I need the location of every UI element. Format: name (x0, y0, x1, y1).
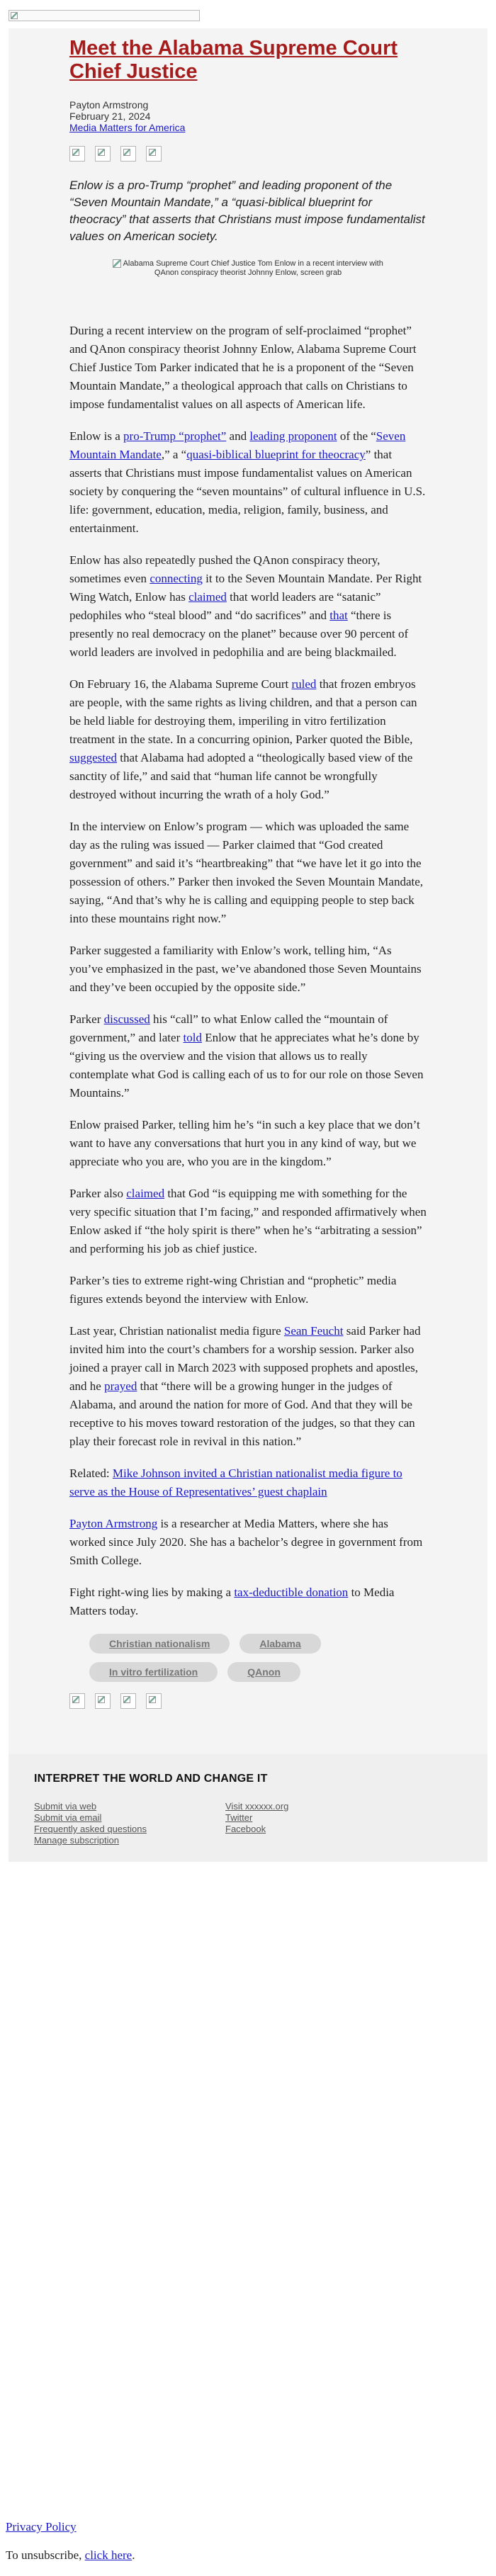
author-bio (69, 1515, 427, 1570)
link-also-claimed[interactable]: claimed (126, 1187, 165, 1200)
publish-date: February 21, 2024 (69, 111, 151, 122)
text-run: said Parker had invited him into the court’s chambers for a worship session. Parker also joined a prayer call in March 2023 with supposed prophets and apostles, and he (69, 1324, 421, 1393)
publication-link[interactable]: Media Matters for America (69, 122, 186, 133)
footer-heading: INTERPRET THE WORLD AND CHANGE IT (34, 1773, 268, 1785)
text-run: that God “is equipping me with something for the very specific situation that I’m facing,” and responded affirmatively when Enlow asked if “the holy spirit is there” when he’s “arbitrating a session” and performing his job as chief justice. (69, 1187, 427, 1255)
link-related-article[interactable]: Mike Johnson invited a Christian nationalist media figure to serve as the House of Representatives’ guest chaplain (69, 1467, 402, 1498)
article-dek: Enlow is a pro-Trump “prophet” and leading proponent of the “Seven Mountain Mandate,” a “quasi-biblical blueprint for theocracy” that asserts that Christians must impose fundamentalist values on American society. (69, 179, 425, 243)
link-discussed[interactable]: discussed (103, 1012, 150, 1026)
email-icon[interactable] (120, 1693, 136, 1709)
privacy-policy-link[interactable]: Privacy Policy (6, 2520, 77, 2533)
facebook-icon[interactable] (69, 1693, 85, 1709)
related-paragraph (69, 1464, 427, 1501)
figure-caption: Alabama Supreme Court Chief Justice Tom Enlow in a recent interview with QAnon conspiracy theorist Johnny Enlow, screen grab (123, 259, 383, 277)
text-run: “there is presently no real democracy on the planet” because over 90 percent of world leaders are involved in pedophilia and are being blackmailed. (69, 609, 409, 659)
paragraph-1: During a recent interview on the program of self-proclaimed “prophet” and QAnon conspiracy theorist Johnny Enlow, Alabama Supreme Court Chief Justice Tom Parker indicated that he is a proponent of the “Seven Mountain Mandate,” a theological approach that calls on Christians to impose fundamentalist values on all aspects of American life. (69, 324, 417, 411)
link-suggested[interactable]: suggested (69, 751, 118, 764)
link-ruled[interactable]: ruled (291, 677, 317, 691)
paragraph-9 (69, 1185, 427, 1258)
article (9, 28, 487, 1716)
text-run: Fight right-wing lies by making a (69, 1586, 235, 1599)
link-told[interactable]: told (183, 1031, 202, 1044)
unsubscribe-paragraph (6, 2548, 135, 2563)
text-run: his “call” to what Enlow called the “mountain of government,” and later (69, 1012, 388, 1044)
footer-link-facebook[interactable]: Facebook (225, 1824, 266, 1834)
paragraph-2 (69, 427, 427, 538)
footer-link-visit-site[interactable]: Visit xxxxxx.org (225, 1801, 289, 1812)
link-author-bio[interactable]: Payton Armstrong (69, 1517, 158, 1530)
figure-image-icon (113, 259, 121, 268)
link-connecting[interactable]: connecting (150, 572, 203, 585)
tag-alabama[interactable]: Alabama (239, 1634, 320, 1654)
footer-col-left (34, 1801, 225, 1846)
text-run: is a researcher at Media Matters, where she has worked since July 2020. She has a bachelor’s degree in government from Smith College. (69, 1517, 423, 1567)
link-icon[interactable] (146, 146, 162, 162)
footer-link-submit-email[interactable]: Submit via email (34, 1812, 102, 1823)
article-body (69, 322, 427, 1620)
tag-list (69, 1634, 344, 1682)
text-run: that frozen embryos are people, with the same rights as living children, and that a person can be held liable for destroying them, imperiling in vitro fertilization treatment in the state. In a concurring opinion, Parker quoted the Bible, (69, 677, 417, 746)
email-icon[interactable] (120, 146, 136, 162)
paragraph-8: Enlow praised Parker, telling him he’s “in such a key place that we don’t want to have any conversations that hurt you in any kind of way, but we appreciate who you are, who you are in the kingdom.” (69, 1118, 420, 1168)
footer-link-manage-subscription[interactable]: Manage subscription (34, 1835, 119, 1846)
link-that[interactable]: that (329, 609, 348, 622)
email-container (9, 28, 487, 1862)
paragraph-7 (69, 1010, 427, 1102)
link-pro-trump-prophet[interactable]: pro-Trump “prophet” (123, 429, 227, 443)
paragraph-4 (69, 675, 427, 804)
text-run: Enlow that he appreciates what he’s done by “giving us the overview and the vision that allows us to really contemplate what God is calling each of us to for our role on those Seven Mountains.” (69, 1031, 424, 1100)
link-prayed[interactable]: prayed (104, 1379, 137, 1393)
footer-link-twitter[interactable]: Twitter (225, 1812, 253, 1823)
link-quasi-biblical-blueprint[interactable]: quasi-biblical blueprint for theocracy (186, 448, 366, 461)
donate-paragraph (69, 1583, 427, 1620)
link-seven-mountain-mandate[interactable]: Seven Mountain Mandate (69, 429, 406, 461)
text-run: that Alabama had adopted a “theologically based view of the sanctity of life,” and said that “human life cannot be wrongfully destroyed without incurring the wrath of a holy God.” (69, 751, 413, 801)
privacy-paragraph (6, 2519, 135, 2535)
link-donation[interactable]: tax-deductible donation (234, 1586, 349, 1599)
text-run: ,” a “ (161, 448, 187, 461)
text-run: of the “ (337, 429, 376, 443)
text-run: that world leaders are “satanic” pedophiles who “steal blood” and “do sacrifices” and (69, 590, 381, 622)
text-run: Parker (69, 1012, 104, 1026)
footer-col-right (225, 1801, 417, 1846)
twitter-icon[interactable] (95, 146, 111, 162)
footer-link-submit-web[interactable]: Submit via web (34, 1801, 97, 1812)
unsubscribe-link[interactable]: click here (84, 2548, 133, 2562)
logo-image-icon (9, 10, 200, 21)
paragraph-11 (69, 1322, 427, 1451)
tag-in-vitro-fertilization[interactable]: In vitro fertilization (89, 1662, 218, 1682)
paragraph-5: In the interview on Enlow’s program — which was uploaded the same day as the ruling was issued — Parker claimed that “God created government” and said it’s “heartbreaking” that “we have let it go into the possession of others.” Parker then invoked the Seven Mountain Mandate, saying, “And that’s why he is calling and equipping people to step back into these mountains right now.” (69, 820, 424, 925)
link-leading-proponent[interactable]: leading proponent (249, 429, 337, 443)
share-row-bottom (69, 1693, 427, 1709)
tag-qanon[interactable]: QAnon (227, 1662, 300, 1682)
text-run: Enlow is a (69, 429, 124, 443)
text-run: that “there will be a growing hunger in the judges of Alabama, and around the nation for more of God. And that they will be receptive to his moves toward restoration of the judges, so that they can play their forecast role in revival in this nation.” (69, 1379, 415, 1448)
article-title[interactable]: Meet the Alabama Supreme Court Chief Justice (69, 37, 398, 83)
byline (69, 99, 427, 133)
link-sean-feucht[interactable]: Sean Feucht (283, 1324, 344, 1338)
text-run: Enlow has also repeatedly pushed the QAnon conspiracy theory, sometimes even (69, 553, 381, 585)
text-run: to Media Matters today. (69, 1586, 395, 1617)
article-figure (69, 259, 427, 278)
header-logo[interactable] (9, 10, 200, 25)
unsubscribe-text: To unsubscribe, (6, 2548, 85, 2562)
text-run: ” that asserts that Christians must impose fundamentalist values on American society by conquering the “seven mountains” of cultural influence in U.S. life: government, education, media, religion, family, business, and entertainment. (69, 448, 426, 535)
text-run: it to the Seven Mountain Mandate. Per Right Wing Watch, Enlow has (69, 572, 422, 604)
footer-link-faq[interactable]: Frequently asked questions (34, 1824, 147, 1834)
text-run: On February 16, the Alabama Supreme Court (69, 677, 292, 691)
paragraph-6: Parker suggested a familiarity with Enlow’s work, telling him, “As you’ve emphasized in the past, we’ve abandoned those Seven Mountains and they’ve been occupied by the opposite side.” (69, 944, 422, 994)
text-run: Parker also (69, 1187, 127, 1200)
paragraph-3 (69, 551, 427, 662)
tag-christian-nationalism[interactable]: Christian nationalism (89, 1634, 230, 1654)
newsletter-footer (9, 1754, 487, 1862)
link-icon[interactable] (146, 1693, 162, 1709)
text-run: and (226, 429, 250, 443)
link-claimed[interactable]: claimed (188, 590, 227, 604)
footer-columns (34, 1801, 462, 1846)
text-run: Last year, Christian nationalist media figure (69, 1324, 284, 1338)
share-row-top (69, 146, 427, 162)
paragraph-10: Parker’s ties to extreme right-wing Christian and “prophetic” media figures extends beyond the interview with Enlow. (69, 1274, 397, 1306)
legal-footer (6, 2519, 135, 2576)
facebook-icon[interactable] (69, 146, 85, 162)
unsubscribe-end: . (132, 2548, 135, 2562)
twitter-icon[interactable] (95, 1693, 111, 1709)
text-run: Related: (69, 1467, 113, 1480)
author-name: Payton Armstrong (69, 99, 149, 111)
